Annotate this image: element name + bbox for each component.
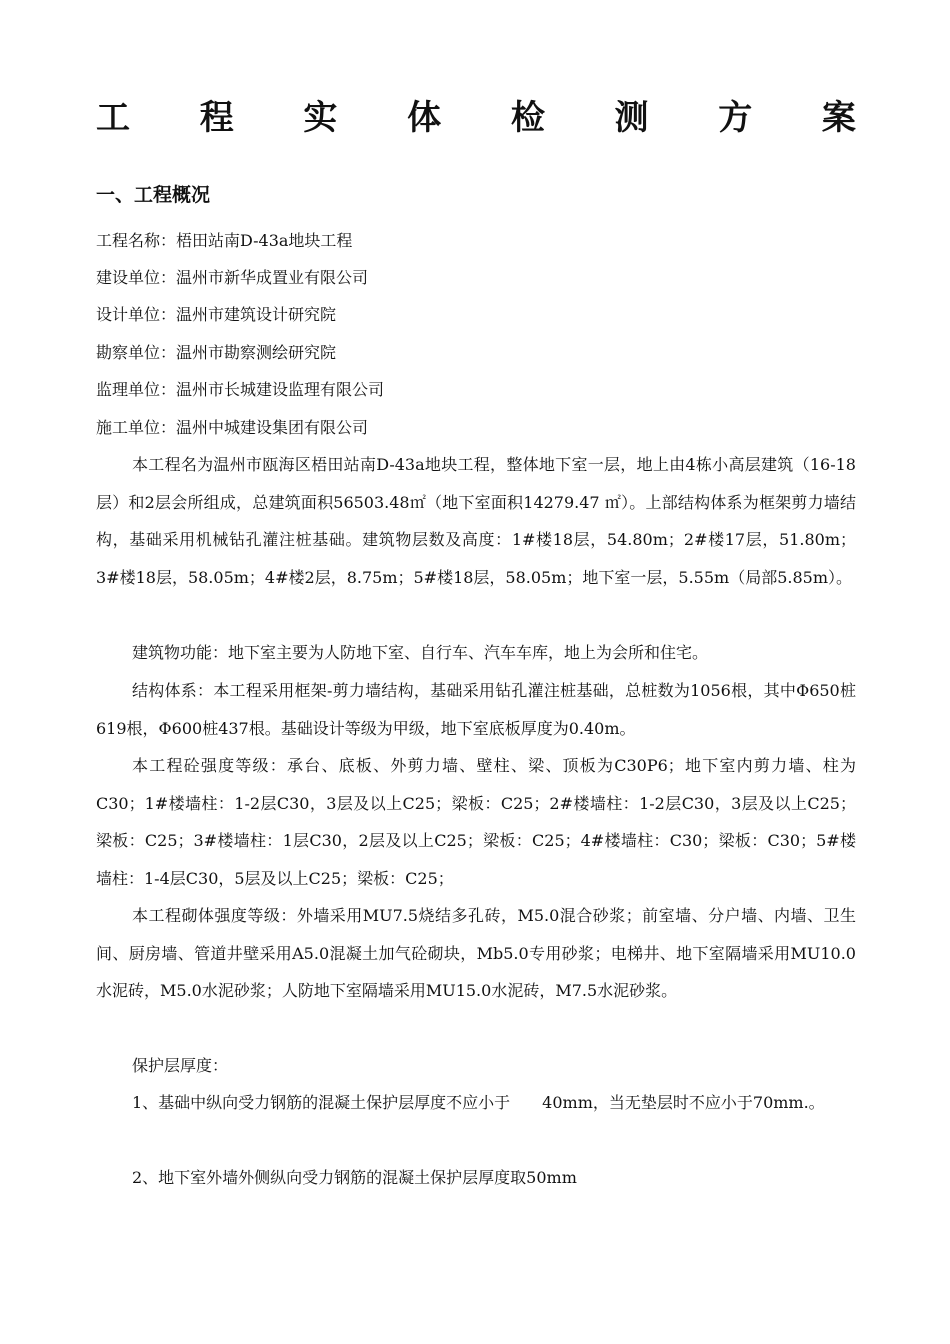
- title-char: 案: [821, 98, 856, 138]
- section-heading: 一、工程概况: [96, 184, 211, 206]
- cover-thickness-heading: 保护层厚度：: [132, 1056, 229, 1075]
- client-line: 建设单位：温州市新华成置业有限公司: [96, 268, 369, 287]
- masonry-grade-paragraph: 本工程砌体强度等级：外墙采用MU7.5烧结多孔砖，M5.0混合砂浆；前室墙、分户墙、内墙、卫生间、厨房墙、管道井壁采用A5.0混凝土加气砼砌块，Mb5.0专用砂浆；电梯井、地下室隔墙采用MU10.0水泥砖，M5.0水泥砂浆；人防地下室隔墙采用MU15.0水泥砖，M7.5水泥砂浆。: [96, 906, 856, 1000]
- function-paragraph: 建筑物功能：地下室主要为人防地下室、自行车、汽车车库，地上为会所和住宅。: [132, 643, 709, 662]
- cover-item-1: 1、基础中纵向受力钢筋的混凝土保护层厚度不应小于 40mm，当无垫层时不应小于70mm.。: [132, 1093, 825, 1112]
- title-char: 方: [718, 98, 753, 138]
- cover-item-2: 2、地下室外墙外侧纵向受力钢筋的混凝土保护层厚度取50mm: [132, 1168, 577, 1187]
- concrete-grade-paragraph: 本工程砼强度等级：承台、底板、外剪力墙、壁柱、梁、顶板为C30P6；地下室内剪力墙、柱为C30；1#楼墙柱：1-2层C30，3层及以上C25；梁板：C25；2#楼墙柱：1-2层C30，3层及以上C25；梁板：C25；3#楼墙柱：1层C30，2层及以上C25；梁板：C25；4#楼墙柱：C30；梁板：C30；5#楼墙柱：1-4层C30，5层及以上C25；梁板：C25；: [96, 756, 856, 888]
- title-char: 实: [303, 98, 338, 138]
- supervisor-line: 监理单位：温州市长城建设监理有限公司: [96, 380, 385, 399]
- project-name-line: 工程名称：梧田站南D-43a地块工程: [96, 231, 353, 250]
- title-char: 程: [199, 98, 234, 138]
- title-char: 体: [407, 98, 442, 138]
- surveyor-line: 勘察单位：温州市勘察测绘研究院: [96, 343, 337, 362]
- document-title: [96, 96, 856, 140]
- designer-line: 设计单位：温州市建筑设计研究院: [96, 305, 337, 324]
- title-char: 工: [96, 98, 130, 138]
- overview-paragraph: 本工程名为温州市瓯海区梧田站南D-43a地块工程，整体地下室一层，地上由4栋小高层建筑（16-18层）和2层会所组成，总建筑面积56503.48㎡（地下室面积14279.47 ㎡）。上部结构体系为框架剪力墙结构，基础采用机械钻孔灌注桩基础。建筑物层数及高度：1#楼18层，54.80m；2#楼17层，51.80m；3#楼18层，58.05m；4#楼2层，8.75m；5#楼18层，58.05m；地下室一层，5.55m（局部5.85m）。: [96, 455, 856, 587]
- title-char: 测: [614, 98, 649, 138]
- contractor-line: 施工单位：温州中城建设集团有限公司: [96, 418, 369, 437]
- structure-paragraph: 结构体系：本工程采用框架-剪力墙结构，基础采用钻孔灌注桩基础，总桩数为1056根，其中Φ650桩619根，Φ600桩437根。基础设计等级为甲级，地下室底板厚度为0.40m。: [96, 681, 856, 738]
- title-char: 检: [510, 98, 545, 138]
